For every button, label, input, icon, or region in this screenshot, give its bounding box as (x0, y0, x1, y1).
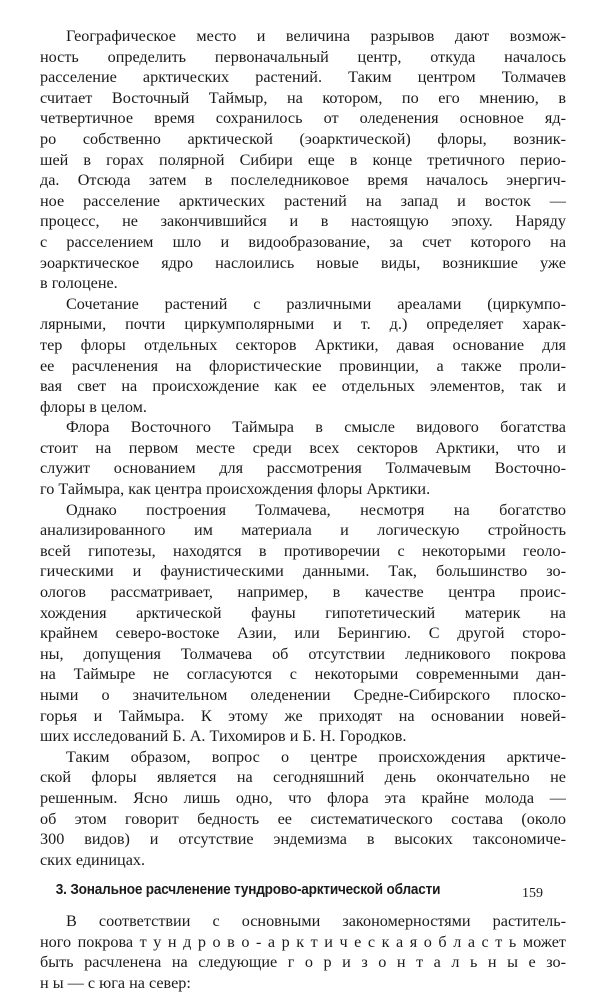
text-line: четвертичное время сохранилось от оледенения основное яд- (40, 109, 566, 128)
text-line: ской флоры является на сегодняшний день окончательно не (40, 768, 566, 787)
text-line: ными о значительном оледенении Средне-Сибирского плоско- (40, 686, 566, 704)
paragraph-taimyr-flora (40, 417, 566, 499)
text-line: на Таймыре не согласуются с некоторыми современными дан- (40, 665, 566, 684)
text-line: хождения арктической фауны гипотетический материк на (40, 603, 566, 622)
text-line: считает Восточный Таймыр, на котором, по его мнению, в (40, 88, 566, 107)
text-line: го Таймыра, как центра происхождения флоры Арктики. (40, 480, 431, 499)
text-line: да. Отсюда затем в послеледниковое время началось энергич- (40, 171, 566, 190)
text-line: стоит на первом месте среди всех секторов Арктики, что и (40, 438, 566, 457)
paragraph-zonal-division (40, 911, 566, 993)
paragraph-tolmachev-critique (40, 500, 566, 747)
text-line: процесс, не закончившийся и в настоящую эпоху. Наряду (40, 212, 566, 231)
text-line: всей гипотезы, находятся в противоречии с некоторыми геоло- (40, 541, 566, 560)
text-line: анализированного им материала и логическую стройность (40, 521, 566, 540)
text-line: об этом говорит бедность ее систематического состава (около (40, 809, 566, 828)
text-line: Сочетание растений с различными ареалами (циркумпо- (66, 294, 566, 313)
text-line: ших исследований Б. А. Тихомиров и Б. Н. Городков. (40, 727, 407, 746)
text-line: решенным. Ясно лишь одно, что флора эта крайне молода — (40, 788, 566, 807)
text-line: Флора Восточного Таймыра в смысле видового богатства (66, 418, 566, 437)
text-line: с расселением шло и видообразование, за счет которого на (40, 232, 566, 251)
paragraph-conclusion (40, 747, 566, 871)
text-line: в голоцене. (40, 274, 118, 293)
text-line: ного покрова т у н д р о в о - а р к т и ч е с к а я о б л а с т ь может (40, 932, 566, 951)
text-line: Таким образом, вопрос о центре происхождения арктиче- (66, 747, 566, 766)
text-line: Географическое место и величина разрывов дают возмож- (66, 27, 566, 45)
text-line: ность определить первоначальный центр, откуда началось (40, 47, 566, 66)
text-line: горья и Таймыра. К этому же приходят на основании новей- (40, 706, 566, 725)
text-line: н ы — с юга на север: (40, 973, 191, 992)
text-line: вая свет на происхождение как ее отдельных элементов, так и (40, 377, 566, 396)
paragraph-areals (40, 294, 566, 418)
text-line: тер флоры отдельных секторов Арктики, давая основание для (40, 335, 566, 354)
text-line: ны, допущения Толмачева об отсутствии ледникового покрова (40, 644, 566, 663)
document-page (40, 26, 566, 993)
text-line: В соответствии с основными закономерностями раститель- (66, 911, 566, 930)
paragraph-origin-center (40, 26, 566, 294)
text-line: служит основанием для рассмотрения Толмачевым Восточно- (40, 459, 566, 478)
text-line: ологов рассматривает, например, в качестве центра проис- (40, 583, 566, 602)
text-line: Однако построения Толмачева, несмотря на богатство (66, 500, 566, 519)
text-line: быть расчленена на следующие г о р и з о н т а л ь н ы е зо- (40, 953, 566, 972)
text-line: эоарктическое ядро наслоились новые виды, возникшие уже (40, 253, 566, 272)
section-heading: 3. Зональное расчленение тундрово-арктической области (55, 882, 441, 899)
text-line: ее расчленения на флористические провинции, а также проли- (40, 356, 566, 375)
text-line: гическими и фаунистическими данными. Так, большинство зо- (40, 562, 566, 581)
text-line: крайнем северо-востоке Азии, или Берингию. С другой сторо- (40, 624, 566, 643)
text-line: ное расселение арктических растений на запад и восток — (40, 191, 566, 210)
text-line: ских единицах. (40, 850, 146, 869)
text-line: 300 видов) и отсутствие эндемизма в высоких таксономиче- (40, 830, 566, 849)
page-number: 159 (522, 886, 543, 901)
text-line: расселение арктических растений. Таким центром Толмачев (40, 68, 566, 87)
text-line: ро собственно арктической (эоарктической) флоры, возник- (40, 129, 566, 148)
text-line: шей в горах полярной Сибири еще в конце третичного перио- (40, 150, 566, 169)
text-line: флоры в целом. (40, 397, 147, 416)
text-line: лярными, почти циркумполярными и т. д.) определяет харак- (40, 315, 566, 334)
